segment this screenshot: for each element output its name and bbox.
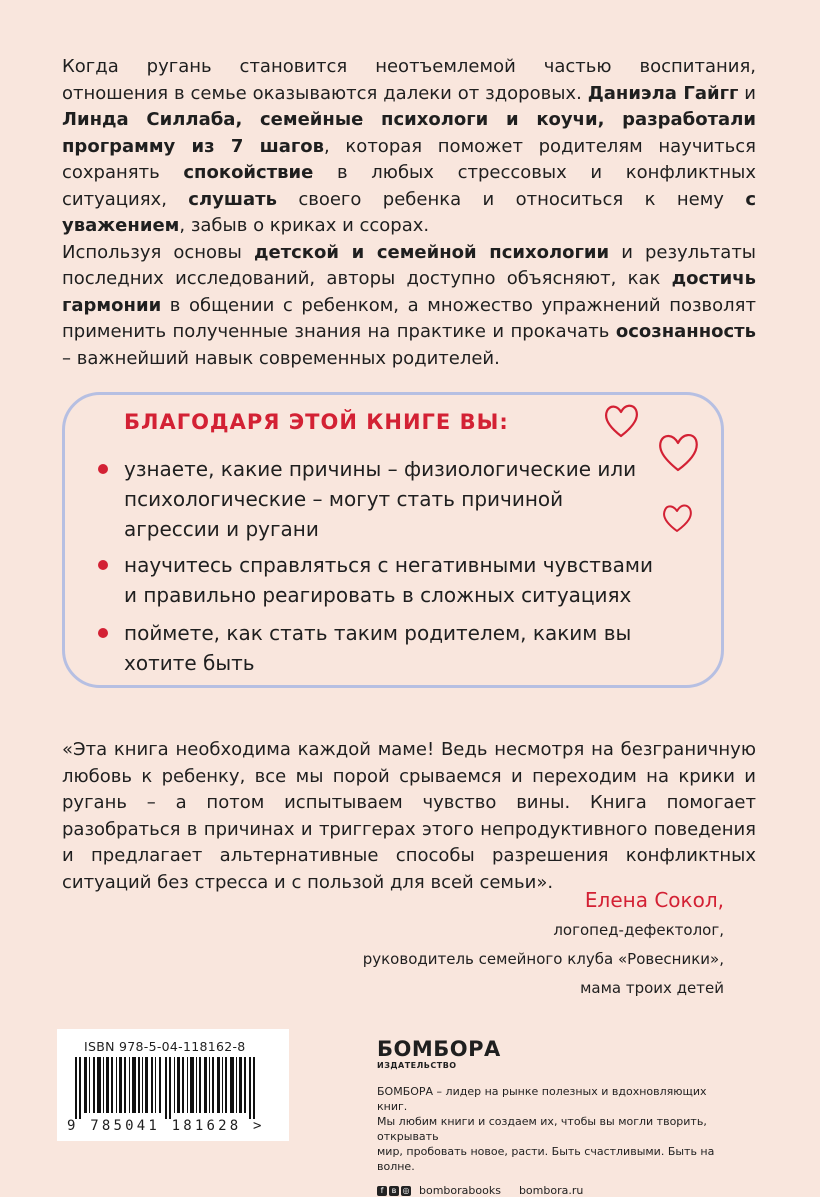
barcode-bars	[75, 1057, 275, 1119]
bullet-icon	[98, 560, 108, 570]
instagram-icon: ◎	[402, 1185, 410, 1195]
benefits-title: БЛАГОДАРЯ ЭТОЙ КНИГЕ ВЫ:	[124, 410, 509, 434]
publisher-subtitle: ИЗДАТЕЛЬСТВО	[377, 1061, 457, 1070]
benefit-item: узнаете, какие причины – физиологические или психологические – могут стать причиной агрессии и ругани	[98, 454, 658, 544]
review-quote: «Эта книга необходима каждой маме! Ведь несмотря на безграничную любовь к ребенку, все мы порой срываемся и переходим на крики и ругань – а потом испытываем чувство вины. Книга помогает разобраться в причинах и триггерах этого непродуктивного поведения и предлагает альтернативные способы разрешения конфликтных ситуаций без стресса и с пользой для всей семьи».	[62, 739, 756, 893]
author-roles: логопед-дефектолог, руководитель семейного клуба «Ровесники», мама троих детей	[362, 921, 724, 997]
publisher-logo: БОМБОРА	[377, 1037, 501, 1061]
barcode-digits: 9 785041 181628 >	[67, 1118, 265, 1134]
bullet-icon	[98, 628, 108, 638]
intro-paragraph-2: Используя основы детской и семейной психологии и результаты последних исследований, авторы доступно объясняют, как достичь гармонии в общении с ребенком, а множество упражнений позволят применить полученные знания на практике и прокачать осознанность – важнейший навык современных родителей.	[62, 241, 757, 369]
website-link: bombora.ru	[518, 1184, 584, 1197]
bullet-icon	[98, 464, 108, 474]
barcode	[57, 1029, 289, 1141]
intro-paragraph-1: Когда ругань становится неотъемлемой частью воспитания, отношения в семье оказываются далеки от здоровых. Даниэла Гайгг и Линда Силлаба, семейные психологи и коучи, разработали программу из 7 шагов, которая поможет родителям научиться сохранять спокойствие в любых стрессовых и конфликтных ситуациях, слушать своего ребенка и относиться к нему с уважением, забыв о криках и ссорах.	[62, 56, 757, 236]
heart-icon	[655, 428, 701, 474]
isbn-label: ISBN 978-5-04-118162-8	[84, 1039, 246, 1054]
social-handle: bomborabooks	[419, 1184, 501, 1197]
benefit-item: поймете, как стать таким родителем, каким вы хотите быть	[98, 618, 658, 678]
vk-icon: в	[389, 1186, 399, 1196]
review-author	[363, 888, 724, 1003]
benefit-item: научитесь справляться с негативными чувствами и правильно реагировать в сложных ситуациях	[98, 550, 658, 610]
publisher-description: БОМБОРА – лидер на рынке полезных и вдохновляющих книг. Мы любим книги и создаем их, чтобы вы могли творить, открывать мир, пробовать новое, расти. Быть счастливыми. Быть на волне.	[377, 1085, 715, 1173]
publisher-block	[377, 1038, 727, 1197]
author-name: Елена Сокол,	[584, 888, 724, 912]
intro-text	[62, 54, 756, 372]
heart-icon	[660, 500, 694, 534]
social-links	[377, 1184, 727, 1197]
heart-icon	[602, 400, 640, 440]
facebook-icon: f	[377, 1186, 387, 1196]
